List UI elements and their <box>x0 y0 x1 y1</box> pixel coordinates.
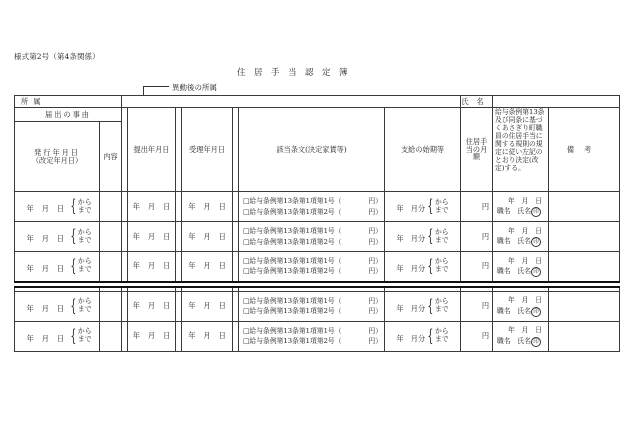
clause-cell[interactable]: □給与条例第13条第1項第1号（ 円） □給与条例第13条第1項第2号（ 円） <box>239 321 385 351</box>
issue-date-cell[interactable]: 年 月 日 { から まで <box>15 321 100 351</box>
issue-date-label: 発行年月日 <box>34 147 80 157</box>
clause-cell[interactable]: □給与条例第13条第1項第1号（ 円） □給与条例第13条第1項第2号（ 円） <box>239 291 385 321</box>
table-row <box>15 321 620 351</box>
table-row <box>15 192 620 222</box>
payment-start-header: 支給の始期等 <box>385 108 461 192</box>
seal-icon: 印 <box>531 337 541 347</box>
content-cell[interactable] <box>100 192 122 222</box>
content-cell[interactable] <box>100 291 122 321</box>
remarks-header: 備考 <box>549 108 620 192</box>
content-cell[interactable] <box>100 252 122 282</box>
issue-date-cell[interactable]: 年 月 日 { から まで <box>15 291 100 321</box>
submitted-date-cell[interactable]: 年 月 日 <box>128 291 176 321</box>
clause-cell[interactable]: □給与条例第13条第1項第1号（ 円） □給与条例第13条第1項第2号（ 円） <box>239 252 385 282</box>
leader-line <box>143 86 169 87</box>
form-code: 様式第2号（第4条関係） <box>14 52 100 61</box>
name-label: 氏名 <box>461 96 492 106</box>
remarks-cell[interactable] <box>549 321 620 351</box>
approval-cell[interactable]: 年 月 日 職名 氏名 印 <box>493 192 549 222</box>
allowance-amount-cell[interactable]: 円 <box>461 252 493 282</box>
name-field[interactable] <box>493 96 620 108</box>
submitted-date-header: 提出年月日 <box>128 108 176 192</box>
submitted-date-cell[interactable]: 年 月 日 <box>128 192 176 222</box>
content-cell[interactable] <box>100 321 122 351</box>
payment-start-cell[interactable]: 年 月分 { から まで <box>385 291 461 321</box>
submitted-date-cell[interactable]: 年 月 日 <box>128 222 176 252</box>
seal-icon: 印 <box>531 267 541 277</box>
approval-cell[interactable]: 年 月 日 職名 氏名 印 <box>493 321 549 351</box>
seal-icon: 印 <box>531 207 541 217</box>
payment-start-cell[interactable]: 年 月分 { から まで <box>385 321 461 351</box>
issue-date-cell[interactable]: 年 月 日 { から まで <box>15 222 100 252</box>
table-row <box>15 222 620 252</box>
approval-cell[interactable]: 年 月 日 職名 氏名 印 <box>493 222 549 252</box>
allowance-amount-cell[interactable]: 円 <box>461 222 493 252</box>
content-cell[interactable] <box>100 222 122 252</box>
allowance-register-table <box>14 95 620 352</box>
applicable-clause-header: 該当条文(決定家賃等) <box>239 108 385 192</box>
approval-cell[interactable]: 年 月 日 職名 氏名 印 <box>493 252 549 282</box>
received-date-cell[interactable]: 年 月 日 <box>182 222 233 252</box>
submitted-date-cell[interactable]: 年 月 日 <box>128 321 176 351</box>
clause-cell[interactable]: □給与条例第13条第1項第1号（ 円） □給与条例第13条第1項第2号（ 円） <box>239 192 385 222</box>
regulation-note: 給与条例第13条及び同条に基づくあさぎり町職員の住居手当に関する規則の規定に従い左記のとおり決定(改定)する。 <box>493 108 549 192</box>
submitted-date-cell[interactable]: 年 月 日 <box>128 252 176 282</box>
received-date-cell[interactable]: 年 月 日 <box>182 192 233 222</box>
affiliation-field[interactable] <box>122 96 461 108</box>
remarks-cell[interactable] <box>549 222 620 252</box>
allowance-amount-cell[interactable]: 円 <box>461 291 493 321</box>
payment-start-cell[interactable]: 年 月分 { から まで <box>385 192 461 222</box>
remarks-cell[interactable] <box>549 291 620 321</box>
seal-icon: 印 <box>531 307 541 317</box>
payment-start-cell[interactable]: 年 月分 { から まで <box>385 252 461 282</box>
payment-start-cell[interactable]: 年 月分 { から まで <box>385 222 461 252</box>
clause-cell[interactable]: □給与条例第13条第1項第1号（ 円） □給与条例第13条第1項第2号（ 円） <box>239 222 385 252</box>
issue-date-cell[interactable]: 年 月 日 { から まで <box>15 252 100 282</box>
issue-date-header <box>15 122 100 192</box>
affiliation-label: 所属 <box>15 96 122 108</box>
content-header: 内容 <box>100 122 122 192</box>
allowance-amount-cell[interactable]: 円 <box>461 192 493 222</box>
received-date-cell[interactable]: 年 月 日 <box>182 321 233 351</box>
table-row <box>15 291 620 321</box>
allowance-amount-cell[interactable]: 円 <box>461 321 493 351</box>
remarks-cell[interactable] <box>549 192 620 222</box>
revision-date-label: （改定年月日） <box>31 155 83 165</box>
received-date-cell[interactable]: 年 月 日 <box>182 252 233 282</box>
received-date-header: 受理年月日 <box>182 108 233 192</box>
table-row <box>15 252 620 282</box>
report-reason-header: 届出の事由 <box>15 108 122 122</box>
form-title: 住 居 手 当 認 定 簿 <box>237 68 348 78</box>
transfer-affiliation-note: 異動後の所属 <box>172 83 217 92</box>
approval-cell[interactable]: 年 月 日 職名 氏名 印 <box>493 291 549 321</box>
seal-icon: 印 <box>531 237 541 247</box>
received-date-cell[interactable]: 年 月 日 <box>182 291 233 321</box>
issue-date-cell[interactable]: 年 月 日 { から まで <box>15 192 100 222</box>
allowance-monthly-header: 住居手当の月額 <box>461 108 493 192</box>
remarks-cell[interactable] <box>549 252 620 282</box>
